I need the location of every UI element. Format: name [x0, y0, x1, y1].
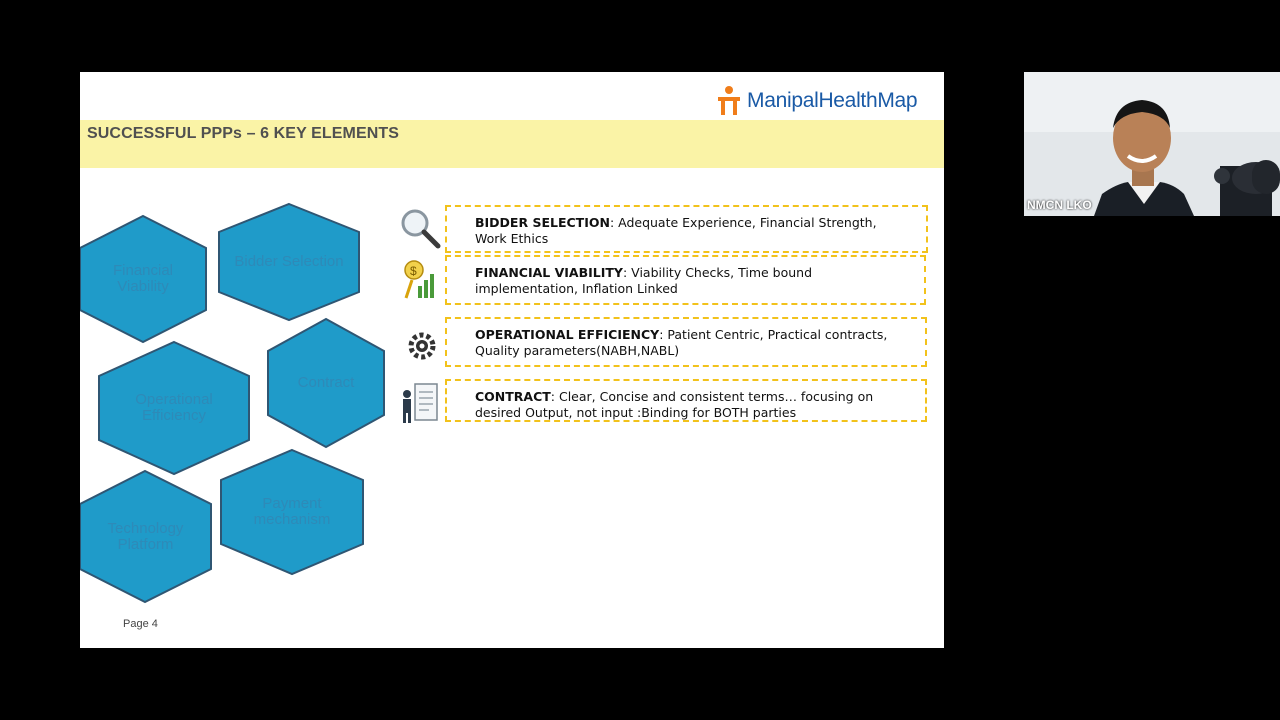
participant-video-frame — [1024, 72, 1280, 216]
svg-text:$: $ — [410, 264, 417, 278]
row-text: : Adequate Experience, Financial Strength, Work Ethics — [475, 215, 877, 246]
row-financial-viability — [445, 255, 926, 305]
presentation-slide — [80, 72, 944, 648]
hexagon-technology-platform — [80, 469, 213, 604]
logo-text: ManipalHealthMap — [747, 89, 918, 112]
contract-person-icon — [397, 380, 443, 426]
participant-name: NMCN LKO — [1027, 198, 1092, 212]
row-heading: FINANCIAL VIABILITY — [475, 265, 623, 280]
row-bidder-selection — [445, 205, 928, 253]
hexagon-label: Technology Platform — [107, 519, 184, 553]
finance-chart-icon — [397, 257, 443, 303]
page-number: Page 4 — [123, 618, 158, 630]
hexagon-contract — [266, 317, 386, 449]
row-heading: BIDDER SELECTION — [475, 215, 610, 230]
hexagon-label: Payment mechanism — [253, 495, 331, 528]
row-text: : Clear, Concise and consistent terms… focusing on desired Output, not input :Binding for BOTH parties — [475, 389, 874, 420]
row-heading: CONTRACT — [475, 389, 551, 404]
hexagon-label: Contract — [297, 374, 355, 391]
row-text: : Viability Checks, Time bound implementation, Inflation Linked — [475, 265, 813, 296]
row-heading: OPERATIONAL EFFICIENCY — [475, 327, 660, 342]
magnifier-icon — [397, 205, 443, 251]
hexagon-label: Operational Efficiency — [135, 391, 213, 424]
hexagon-financial-viability — [80, 214, 208, 344]
row-contract — [445, 379, 927, 422]
gears-icon — [399, 323, 445, 369]
row-text: : Patient Centric, Practical contracts, Quality parameters(NABH,NABL) — [475, 327, 888, 358]
hexagon-label: Bidder Selection — [234, 253, 344, 270]
logo-mark-icon — [716, 85, 742, 117]
hexagon-payment-mechanism — [219, 448, 365, 576]
hexagon-label: Financial Viability — [112, 262, 174, 295]
row-operational-efficiency — [445, 317, 927, 367]
logo — [716, 84, 917, 118]
hexagon-bidder-selection — [217, 202, 361, 322]
participant-video-tile[interactable] — [1024, 72, 1280, 216]
slide-title: SUCCESSFUL PPPs – 6 KEY ELEMENTS — [87, 125, 400, 142]
